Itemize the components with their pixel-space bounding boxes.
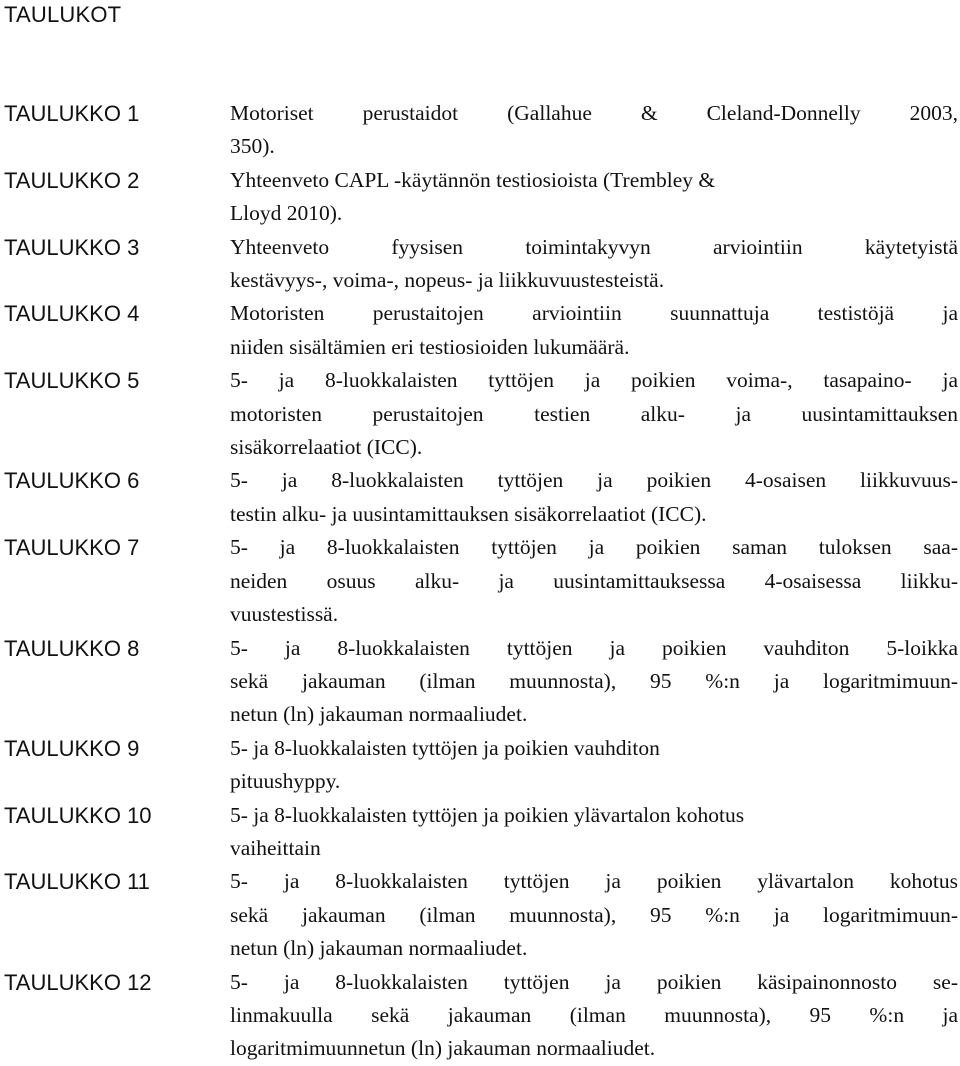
description-line: 5- ja 8-luokkalaisten tyttöjen ja poikien ylävartalon kohotus <box>230 869 958 894</box>
entry-label: TAULUKKO 9 <box>4 735 140 761</box>
description-line: neiden osuus alku- ja uusintamittauksessa 4-osaisessa liikku- <box>230 568 958 593</box>
description-line: kestävyys-, voima-, nopeus- ja liikkuvuustesteistä. <box>230 268 665 293</box>
description-line: netun (ln) jakauman normaaliudet. <box>230 936 528 961</box>
description-line: Yhteenveto fyysisen toimintakyvyn arviointiin käytetyistä <box>230 234 958 259</box>
description-line: netun (ln) jakauman normaaliudet. <box>230 702 528 727</box>
entry-label: TAULUKKO 5 <box>4 368 140 394</box>
entry-label: TAULUKKO 3 <box>4 234 140 260</box>
list-item-taulukko-12 <box>0 966 960 1066</box>
list-item-taulukko-5 <box>0 364 960 464</box>
entry-description <box>230 297 958 364</box>
description-line: 5- ja 8-luokkalaisten tyttöjen ja poikien 4-osaisen liikkuvuus- <box>230 468 958 493</box>
description-line: logaritmimuunnetun (ln) jakauman normaaliudet. <box>230 1036 656 1061</box>
list-item-taulukko-9 <box>0 732 960 799</box>
list-item-taulukko-4 <box>0 297 960 364</box>
entry-label: TAULUKKO 6 <box>4 468 140 494</box>
description-line: sisäkorrelaatiot (ICC). <box>230 435 423 460</box>
entry-label: TAULUKKO 1 <box>4 101 140 126</box>
description-line: Lloyd 2010). <box>230 201 343 226</box>
entry-label: TAULUKKO 11 <box>4 869 150 895</box>
description-line: pituushyppy. <box>230 769 341 794</box>
description-line: 5- ja 8-luokkalaisten tyttöjen ja poikien voima-, tasapaino- ja <box>230 368 958 393</box>
entry-label: TAULUKKO 7 <box>4 535 140 561</box>
list-item-taulukko-1 <box>0 97 960 164</box>
list-item-taulukko-2 <box>0 164 960 231</box>
entry-description <box>230 865 958 965</box>
list-item-taulukko-10 <box>0 799 960 866</box>
description-line: Yhteenveto CAPL -käytännön testiosioista (Trembley & <box>230 167 716 192</box>
page-title: TAULUKOT <box>4 2 122 27</box>
entry-description <box>230 632 958 732</box>
description-line: vaiheittain <box>230 835 321 860</box>
description-line: vuustestissä. <box>230 602 339 627</box>
entry-description <box>230 231 958 298</box>
description-line: testin alku- ja uusintamittauksen sisäkorrelaatiot (ICC). <box>230 501 707 526</box>
table-list <box>0 97 960 1066</box>
description-line: motoristen perustaitojen testien alku- ja uusintamittauksen <box>230 401 958 426</box>
list-item-taulukko-6 <box>0 464 960 531</box>
description-line: sekä jakauman (ilman muunnosta), 95 %:n ja logaritmimuun- <box>230 902 958 927</box>
description-line: 5- ja 8-luokkalaisten tyttöjen ja poikien vauhditon <box>230 735 660 760</box>
description-line: 5- ja 8-luokkalaisten tyttöjen ja poikien käsipainonnosto se- <box>230 969 958 994</box>
entry-description <box>230 97 958 164</box>
description-line: sekä jakauman (ilman muunnosta), 95 %:n ja logaritmimuun- <box>230 668 958 693</box>
entry-description <box>230 464 958 531</box>
entry-label: TAULUKKO 4 <box>4 301 140 327</box>
entry-label: TAULUKKO 12 <box>4 969 152 995</box>
entry-description <box>230 799 958 866</box>
description-line: 350). <box>230 134 275 159</box>
list-item-taulukko-8 <box>0 632 960 732</box>
entry-description <box>230 364 958 464</box>
description-line: 5- ja 8-luokkalaisten tyttöjen ja poikien vauhditon 5-loikka <box>230 635 958 660</box>
entry-label: TAULUKKO 2 <box>4 167 140 193</box>
entry-description <box>230 164 958 231</box>
entry-description <box>230 732 958 799</box>
description-line: Motoristen perustaitojen arviointiin suunnattuja testistöjä ja <box>230 301 958 326</box>
description-line: Motoriset perustaidot (Gallahue & Cleland-Donnelly 2003, <box>230 101 958 125</box>
entry-label: TAULUKKO 8 <box>4 635 140 661</box>
entry-description <box>230 531 958 631</box>
entry-label: TAULUKKO 10 <box>4 802 152 828</box>
description-line: 5- ja 8-luokkalaisten tyttöjen ja poikien saman tuloksen saa- <box>230 535 958 560</box>
list-item-taulukko-11 <box>0 865 960 965</box>
list-item-taulukko-7 <box>0 531 960 631</box>
entry-description <box>230 966 958 1066</box>
description-line: niiden sisältämien eri testiosioiden lukumäärä. <box>230 334 630 359</box>
list-item-taulukko-3 <box>0 231 960 298</box>
description-line: linmakuulla sekä jakauman (ilman muunnosta), 95 %:n ja <box>230 1002 958 1027</box>
description-line: 5- ja 8-luokkalaisten tyttöjen ja poikien ylävartalon kohotus <box>230 802 745 827</box>
